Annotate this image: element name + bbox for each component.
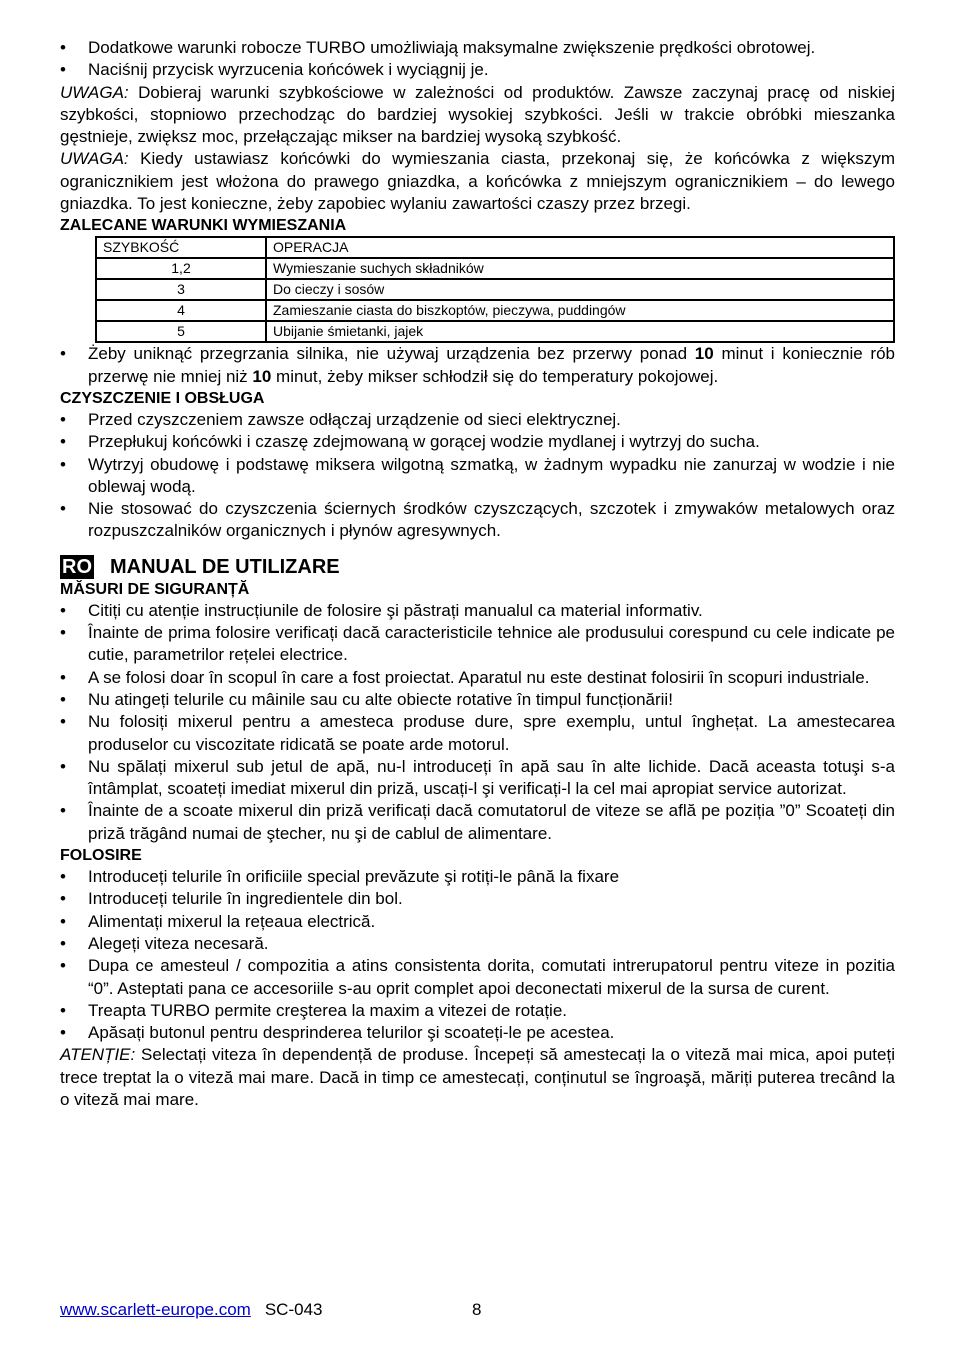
list-item: • Alimentați mixerul la rețeaua electrică. <box>60 911 895 933</box>
safety-heading: MĂSURI DE SIGURANȚĂ <box>60 580 250 598</box>
usage-heading: FOLOSIRE <box>60 847 142 865</box>
cell-speed: 4 <box>96 300 266 321</box>
list-item: • Nu spălați mixerul sub jetul de apă, nu-l introduceți în apă sau în alte lichide. Dacă aceasta totuşi s-a întâmplat, scoateți imediat mixerul din priză, uscați-l şi verificați-l la cel mai apropiat service autorizat. <box>60 756 895 801</box>
usage-list <box>60 866 895 1044</box>
text-run: minut i koniecznie rób przerwę nie mniej niż <box>88 344 896 386</box>
cell-operation: Do cieczy i sosów <box>266 279 894 300</box>
table-row <box>96 321 894 342</box>
cell-operation: Wymieszanie suchych składników <box>266 258 894 279</box>
cell-operation: Zamieszanie ciasta do biszkoptów, pieczywa, puddingów <box>266 300 894 321</box>
pl-note-2 <box>60 148 895 215</box>
bold-number: 10 <box>252 366 272 386</box>
list-item: • Alegeți viteza necesară. <box>60 933 895 955</box>
ro-section-title <box>60 555 895 579</box>
table-header-row <box>96 237 894 258</box>
list-item: • Treapta TURBO permite creşterea la maxim a vitezei de rotație. <box>60 1000 895 1022</box>
model-number: SC-043 <box>264 1300 323 1319</box>
note-label: ATENȚIE: <box>60 1045 136 1065</box>
list-item: • Przepłukuj końcówki i czaszę zdejmowaną w gorącej wodzie mydlanej i wytrzyj do sucha. <box>60 431 895 453</box>
note-text: Selectați viteza în dependență de produse. Începeți să amestecați la o viteză mai mica, apoi puteți trece treptat la o viteză mai mare. Dacă in timp ce amestecați, conținutul se îngroaşă, măriți puterea trecând la o viteză mai mare. <box>60 1045 895 1109</box>
list-item: • Înainte de prima folosire verificați dacă caracteristicile tehnice ale produsului corespund cu cele indicate pe cutie, parametrilor rețelei electrice. <box>60 622 895 667</box>
cleaning-heading: CZYSZCZENIE I OBSŁUGA <box>60 389 265 407</box>
list-item: • A se folosi doar în scopul în care a fost proiectat. Aparatul nu este destinat folosirii în scopuri industriale. <box>60 667 895 689</box>
list-item: • Introduceți telurile în ingredientele din bol. <box>60 888 895 910</box>
table-row <box>96 258 894 279</box>
note-text: Kiedy ustawiasz końcówki do wymieszania ciasta, przekonaj się, że końcówka z większym ogranicznikiem jest włożona do prawego gniazdka, a końcówka z mniejszym ogranicznikiem – do lewego gniazdka. To jest konieczne, żeby zapobiec wylaniu zawartości czaszy przez brzegi. <box>60 149 895 214</box>
cell-speed: 5 <box>96 321 266 342</box>
list-item: • Wytrzyj obudowę i podstawę miksera wilgotną szmatką, w żadnym wypadku nie zanurzaj w wodzie i nie oblewaj wodą. <box>60 454 895 499</box>
cell-speed: 1,2 <box>96 258 266 279</box>
text-run: minut, żeby mikser schłodził się do temperatury pokojowej. <box>271 366 719 386</box>
ro-title-text: MANUAL DE UTILIZARE <box>110 555 340 578</box>
pl-overheat-list <box>60 343 895 388</box>
note-label: UWAGA: <box>60 82 129 102</box>
website-link[interactable]: www.scarlett-europe.com <box>60 1300 251 1319</box>
list-item: • Înainte de a scoate mixerul din priză verificați dacă comutatorul de viteze se află pe poziția ”0” Scoateți din priză trăgând numai de ştecher, nu şi de cablul de alimentare. <box>60 800 895 845</box>
note-label: UWAGA: <box>60 149 129 169</box>
safety-list <box>60 600 895 845</box>
ro-note <box>60 1044 895 1111</box>
cell-speed: 3 <box>96 279 266 300</box>
list-item: • Apăsați butonul pentru desprinderea telurilor şi scoateți-le pe acestea. <box>60 1022 895 1044</box>
column-header-speed: SZYBKOŚĆ <box>96 237 266 258</box>
table-row <box>96 279 894 300</box>
page-footer <box>60 1299 482 1321</box>
list-item <box>60 343 895 388</box>
speed-table <box>95 236 895 343</box>
table-heading: ZALECANE WARUNKI WYMIESZANIA <box>60 217 347 235</box>
column-header-operation: OPERACJA <box>266 237 894 258</box>
page-content <box>60 37 895 1111</box>
cell-operation: Ubijanie śmietanki, jajek <box>266 321 894 342</box>
note-text: Dobieraj warunki szybkościowe w zależności od produktów. Zawsze zaczynaj pracę od niskiej szybkości, stopniowo przechodząc do bardziej wysokiej szybkości. Jeśli w trakcie obróbki mieszanka gęstnieje, zwiększ moc, przełączając mikser na bardziej wysoką szybkość. <box>60 82 895 147</box>
text-run: Żeby uniknąć przegrzania silnika, nie używaj urządzenia bez przerwy ponad <box>88 344 695 364</box>
cleaning-list <box>60 409 895 543</box>
table-row <box>96 300 894 321</box>
page-number: 8 <box>472 1300 482 1319</box>
list-item: • Citiți cu atenție instrucțiunile de folosire şi păstrați manualul ca material informativ. <box>60 600 895 622</box>
language-badge: RO <box>62 555 92 578</box>
list-item: • Nie stosować do czyszczenia ściernych środków czyszczących, szczotek i zmywaków metalowych oraz rozpuszczalników organicznych i płynów agresywnych. <box>60 498 895 543</box>
list-item: • Przed czyszczeniem zawsze odłączaj urządzenie od sieci elektrycznej. <box>60 409 895 431</box>
list-item: • Dupa ce amesteul / compozitia a atins consistenta dorita, comutati intrerupatorul pentru viteze in pozitia “0”. Asteptati pana ce accesoriile s-au oprit complet apoi deconectati mixerul de la sursa de curent. <box>60 955 895 1000</box>
list-item: • Naciśnij przycisk wyrzucenia końcówek i wyciągnij je. <box>60 59 895 81</box>
pl-note-1 <box>60 82 895 149</box>
pl-top-list <box>60 37 895 82</box>
list-item: • Nu folosiți mixerul pentru a amesteca produse dure, spre exemplu, untul înghețat. La amestecarea produselor cu viscozitate ridicată se poate arde motorul. <box>60 711 895 756</box>
list-item: • Introduceți telurile în orificiile special prevăzute şi rotiți-le până la fixare <box>60 866 895 888</box>
list-item: • Nu atingeți telurile cu mâinile sau cu alte obiecte rotative în timpul funcționării! <box>60 689 895 711</box>
list-item: • Dodatkowe warunki robocze TURBO umożliwiają maksymalne zwiększenie prędkości obrotowej. <box>60 37 895 59</box>
bold-number: 10 <box>694 344 714 364</box>
